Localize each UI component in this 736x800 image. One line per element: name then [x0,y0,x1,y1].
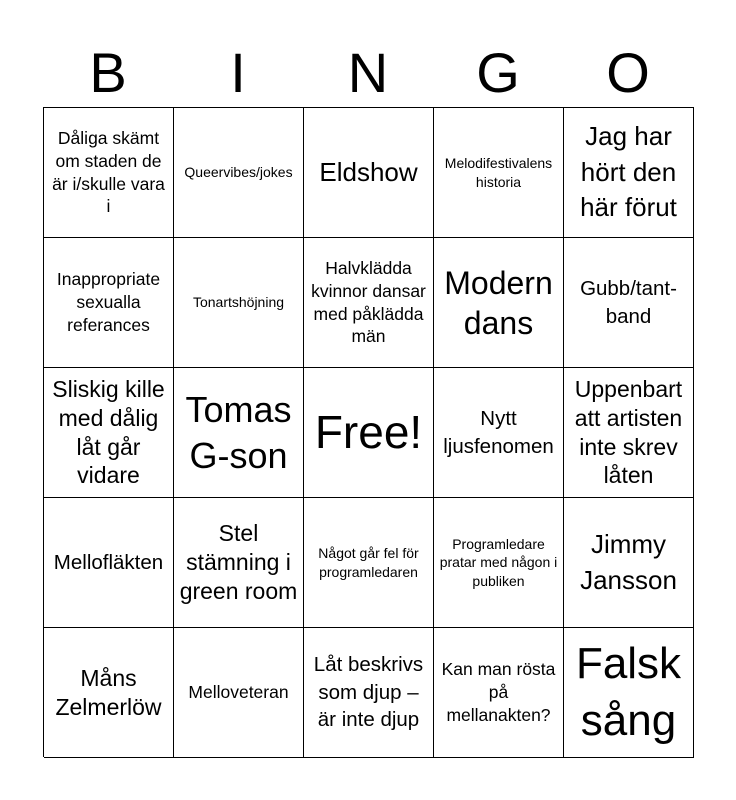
cell-label: Jimmy Jansson [580,528,677,595]
cell-label: Stel stämning i green room [179,520,298,604]
cell-label: Free! [314,405,423,458]
bingo-card-grid [43,107,694,757]
bingo-cell[interactable] [174,628,304,758]
bingo-cell[interactable] [434,628,564,758]
cell-label: Gubb/tant-band [580,276,677,328]
cell-label: Programledare pratar med någon i publiken [439,535,558,589]
free-space-cell[interactable] [304,368,434,498]
cell-label: Låt beskrivs som djup – är inte djup [313,652,424,732]
cell-label: Eldshow [319,156,418,187]
cell-label: Måns Zelmerlöw [55,664,162,720]
bingo-cell[interactable] [434,498,564,628]
cell-label: Dåliga skämt om staden de är i/skulle vara i [52,128,165,217]
bingo-cell[interactable] [44,368,174,498]
cell-label: Halvklädda kvinnor dansar med påklädda män [311,258,426,347]
cell-label: Mellofläkten [53,550,164,574]
bingo-cell[interactable] [44,238,174,368]
header-letter-i: I [230,41,246,104]
bingo-cell[interactable] [304,238,434,368]
cell-label: Modern dans [444,264,553,341]
bingo-header [43,40,693,106]
bingo-cell[interactable] [44,628,174,758]
bingo-cell[interactable] [304,628,434,758]
bingo-cell[interactable] [434,108,564,238]
cell-label: Sliskig kille med dålig låt går vidare [52,376,165,489]
cell-label: Något går fel för programledaren [318,545,419,580]
bingo-cell[interactable] [304,498,434,628]
header-letter-g: G [476,41,520,104]
cell-label: Nytt ljusfenomen [443,406,554,458]
bingo-cell[interactable] [174,108,304,238]
header-letter-n: N [347,41,389,104]
header-letter-b: B [89,41,127,104]
bingo-cell[interactable] [174,238,304,368]
bingo-cell[interactable] [434,238,564,368]
bingo-cell[interactable] [44,498,174,628]
cell-label: Jag har hört den här förut [580,121,677,223]
cell-label: Tonartshöjning [192,294,285,311]
header-letter-o: O [606,41,650,104]
cell-label: Falsk sång [575,639,682,745]
cell-label: Inappropriate sexualla referances [56,269,161,335]
bingo-cell[interactable] [564,238,694,368]
bingo-cell[interactable] [564,628,694,758]
cell-label: Uppenbart att artisten inte skrev låten [574,376,683,489]
bingo-cell[interactable] [564,368,694,498]
bingo-cell[interactable] [564,108,694,238]
bingo-cell[interactable] [44,108,174,238]
cell-label: Melloveteran [188,682,289,703]
bingo-cell[interactable] [564,498,694,628]
bingo-cell[interactable] [434,368,564,498]
bingo-cell[interactable] [304,108,434,238]
cell-label: Melodifestivalens historia [444,155,553,190]
cell-label: Tomas G-son [185,389,292,476]
cell-label: Queervibes/jokes [184,164,293,181]
cell-label: Kan man rösta på mellanakten? [441,659,556,725]
bingo-cell[interactable] [174,368,304,498]
bingo-cell[interactable] [174,498,304,628]
